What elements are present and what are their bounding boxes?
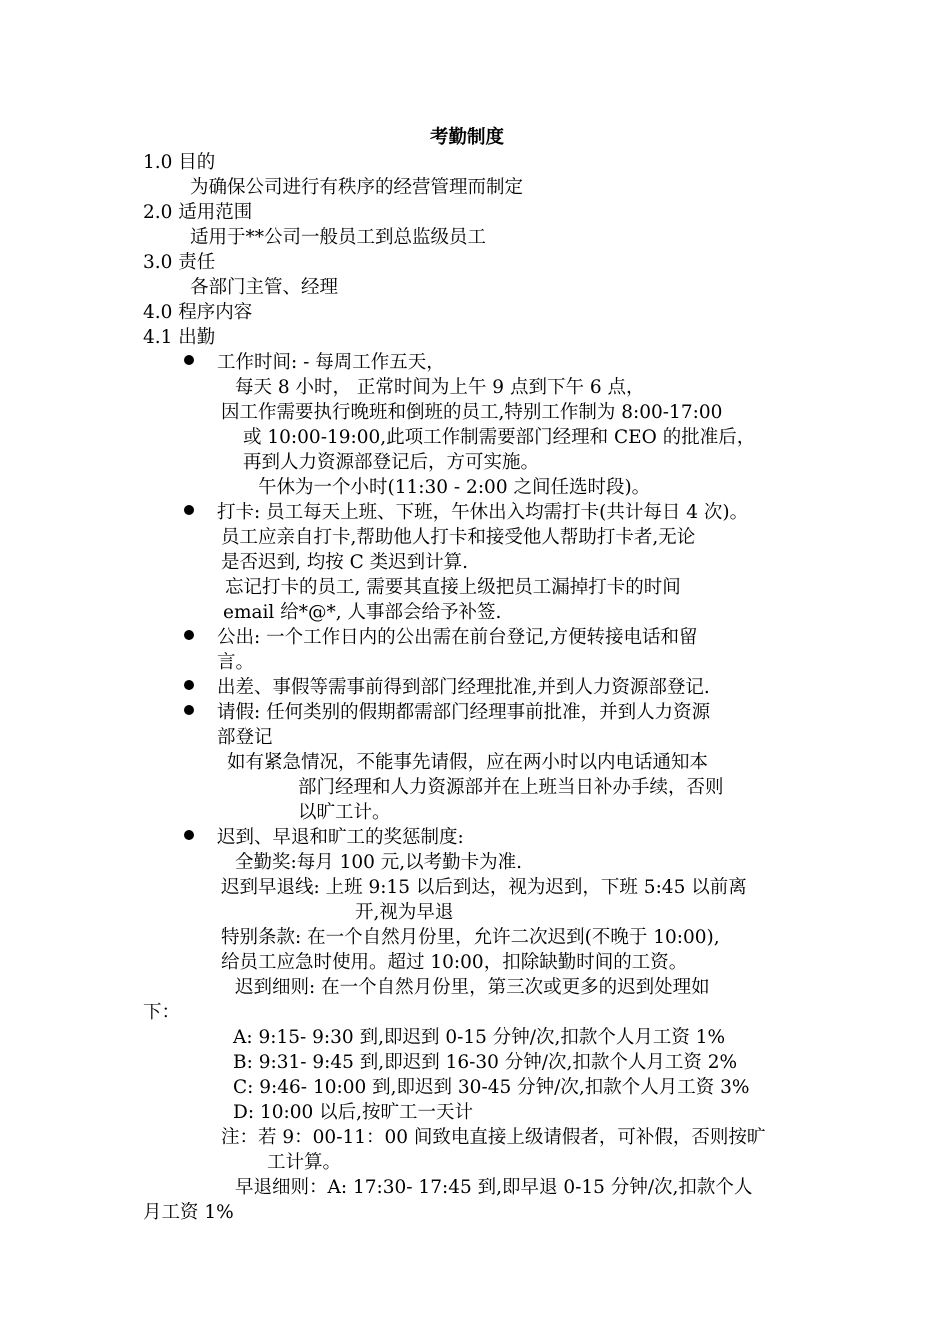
late-line-2: 全勤奖:每月 100 元,以考勤卡为准. bbox=[235, 852, 523, 873]
bullet-icon bbox=[184, 705, 194, 715]
bullet-icon bbox=[184, 355, 194, 365]
late-rule-a: A: 9:15- 9:30 到,即迟到 0-15 分钟/次,扣款个人月工资 1% bbox=[233, 1027, 726, 1048]
page-title: 考勤制度 bbox=[430, 127, 505, 148]
note-line-2: 工计算。 bbox=[267, 1152, 342, 1173]
leave-line-2: 部登记 bbox=[217, 727, 273, 748]
late-line-3: 迟到早退线: 上班 9:15 以后到达，视为迟到，下班 5:45 以前离 bbox=[221, 877, 747, 898]
section-3-heading: 3.0 责任 bbox=[143, 252, 216, 273]
worktime-line-4: 或 10:00-19:00,此项工作制需要部门经理和 CEO 的批准后， bbox=[243, 427, 756, 448]
late-line-1: 迟到、早退和旷工的奖惩制度: bbox=[217, 827, 464, 848]
section-2-text: 适用于**公司一般员工到总监级员工 bbox=[190, 227, 487, 248]
punch-line-5: email 给*@*, 人事部会给予补签. bbox=[223, 602, 502, 623]
section-2-heading: 2.0 适用范围 bbox=[143, 202, 253, 223]
worktime-line-6: 午休为一个小时(11:30 - 2:00 之间任选时段)。 bbox=[258, 477, 651, 498]
punch-line-4: 忘记打卡的员工, 需要其直接上级把员工漏掉打卡的时间 bbox=[225, 577, 681, 598]
late-line-4: 开,视为早退 bbox=[355, 902, 454, 923]
punch-line-3: 是否迟到, 均按 C 类迟到计算. bbox=[221, 552, 469, 573]
late-rule-d: D: 10:00 以后,按旷工一天计 bbox=[233, 1102, 474, 1123]
early-leave-line-1: 早退细则：A: 17:30- 17:45 到,即早退 0-15 分钟/次,扣款个人 bbox=[235, 1177, 753, 1198]
worktime-line-5: 再到人力资源部登记后，方可实施。 bbox=[243, 452, 540, 473]
section-4-heading: 4.0 程序内容 bbox=[143, 302, 253, 323]
trip-line-1: 出差、事假等需事前得到部门经理批准,并到人力资源部登记. bbox=[217, 677, 710, 698]
bullet-icon bbox=[184, 505, 194, 515]
punch-line-2: 员工应亲自打卡,帮助他人打卡和接受他人帮助打卡者,无论 bbox=[221, 527, 696, 548]
note-line-1: 注：若 9：00-11：00 间致电直接上级请假者，可补假，否则按旷 bbox=[221, 1127, 766, 1148]
bullet-icon bbox=[184, 830, 194, 840]
section-1-heading: 1.0 目的 bbox=[143, 152, 216, 173]
punch-line-1: 打卡: 员工每天上班、下班，午休出入均需打卡(共计每日 4 次)。 bbox=[217, 502, 749, 523]
outing-line-1: 公出: 一个工作日内的公出需在前台登记,方便转接电话和留 bbox=[217, 627, 698, 648]
leave-line-3: 如有紧急情况，不能事先请假，应在两小时以内电话通知本 bbox=[227, 752, 709, 773]
late-line-5: 特别条款: 在一个自然月份里，允许二次迟到(不晚于 10:00), bbox=[221, 927, 720, 948]
late-line-7: 迟到细则: 在一个自然月份里，第三次或更多的迟到处理如 bbox=[235, 977, 710, 998]
worktime-line-2: 每天 8 小时， 正常时间为上午 9 点到下午 6 点， bbox=[235, 377, 645, 398]
late-rule-c: C: 9:46- 10:00 到,即迟到 30-45 分钟/次,扣款个人月工资 3% bbox=[233, 1077, 750, 1098]
leave-line-1: 请假: 任何类别的假期都需部门经理事前批准，并到人力资源 bbox=[217, 702, 711, 723]
outing-line-2: 言。 bbox=[217, 652, 255, 673]
section-1-text: 为确保公司进行有秩序的经营管理而制定 bbox=[190, 177, 524, 198]
late-rule-b: B: 9:31- 9:45 到,即迟到 16-30 分钟/次,扣款个人月工资 2% bbox=[233, 1052, 738, 1073]
bullet-icon bbox=[184, 630, 194, 640]
worktime-line-3: 因工作需要执行晚班和倒班的员工,特别工作制为 8:00-17:00 bbox=[221, 402, 723, 423]
section-4-1-heading: 4.1 出勤 bbox=[143, 327, 216, 348]
leave-line-4: 部门经理和人力资源部并在上班当日补办手续，否则 bbox=[298, 777, 724, 798]
leave-line-5: 以旷工计。 bbox=[298, 802, 391, 823]
section-3-text: 各部门主管、经理 bbox=[190, 277, 339, 298]
bullet-icon bbox=[184, 680, 194, 690]
early-leave-line-2: 月工资 1% bbox=[143, 1202, 234, 1223]
late-line-8: 下： bbox=[143, 1002, 181, 1023]
worktime-line-1: 工作时间: - 每周工作五天， bbox=[217, 352, 445, 373]
late-line-6: 给员工应急时使用。超过 10:00，扣除缺勤时间的工资。 bbox=[221, 952, 688, 973]
